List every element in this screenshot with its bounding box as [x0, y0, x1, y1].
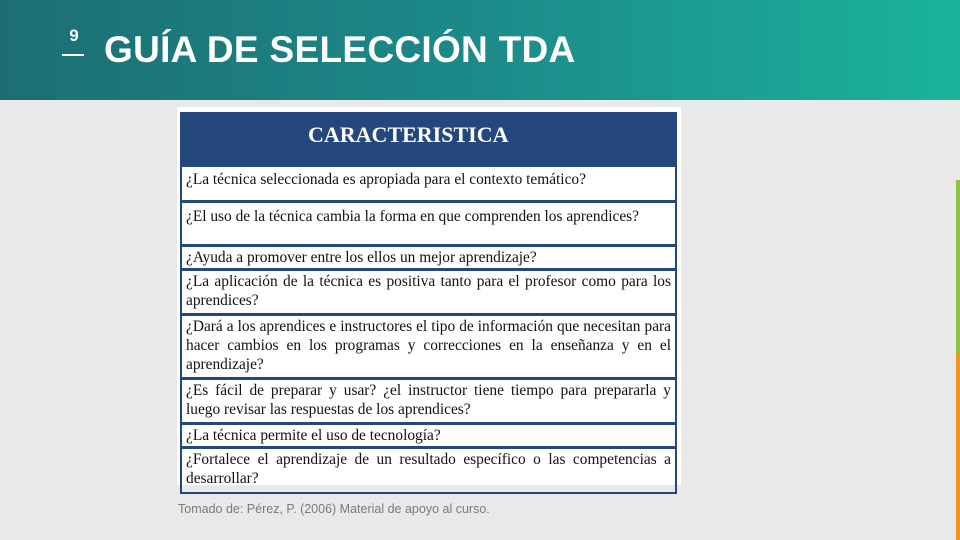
criteria-table — [180, 112, 677, 494]
table-cell: ¿Fortalece el aprendizaje de un resultado específico o las competencias a desarrollar? — [181, 447, 676, 493]
table-cell: ¿Es fácil de preparar y usar? ¿el instructor tiene tiempo para prepararla y luego revisar las respuestas de los aprendices? — [181, 378, 676, 423]
table-row — [181, 165, 676, 201]
table-heading: CARACTERISTICA — [181, 113, 676, 165]
table-row — [181, 201, 676, 245]
table-cell: ¿Dará a los aprendices e instructores el tipo de información que necesitan para hacer cambios en los programas y correcciones en la enseñanza y en el aprendizaje? — [181, 314, 676, 378]
table-row — [181, 314, 676, 378]
accent-bar-orange — [956, 354, 960, 540]
table-row — [181, 447, 676, 493]
table-cell: ¿La técnica permite el uso de tecnología? — [181, 423, 676, 447]
source-citation: Tomado de: Pérez, P. (2006) Material de apoyo al curso. — [178, 502, 490, 516]
table-cell: ¿La aplicación de la técnica es positiva tanto para el profesor como para los aprendices? — [181, 269, 676, 314]
criteria-table-image — [177, 107, 681, 485]
table-cell: ¿El uso de la técnica cambia la forma en que comprenden los aprendices? — [181, 201, 676, 245]
table-cell: ¿La técnica seleccionada es apropiada para el contexto temático? — [181, 165, 676, 201]
slide-number: 9 — [69, 26, 79, 45]
accent-bar-green — [956, 180, 960, 354]
table-header-row — [181, 113, 676, 165]
table-row — [181, 269, 676, 314]
slide-title: GUÍA DE SELECCIÓN TDA — [104, 29, 576, 70]
table-row — [181, 245, 676, 269]
table-row — [181, 423, 676, 447]
table-cell: ¿Ayuda a promover entre los ellos un mejor aprendizaje? — [181, 245, 676, 269]
table-row — [181, 378, 676, 423]
slide-number-underline — [62, 54, 84, 56]
title-banner — [0, 0, 960, 100]
